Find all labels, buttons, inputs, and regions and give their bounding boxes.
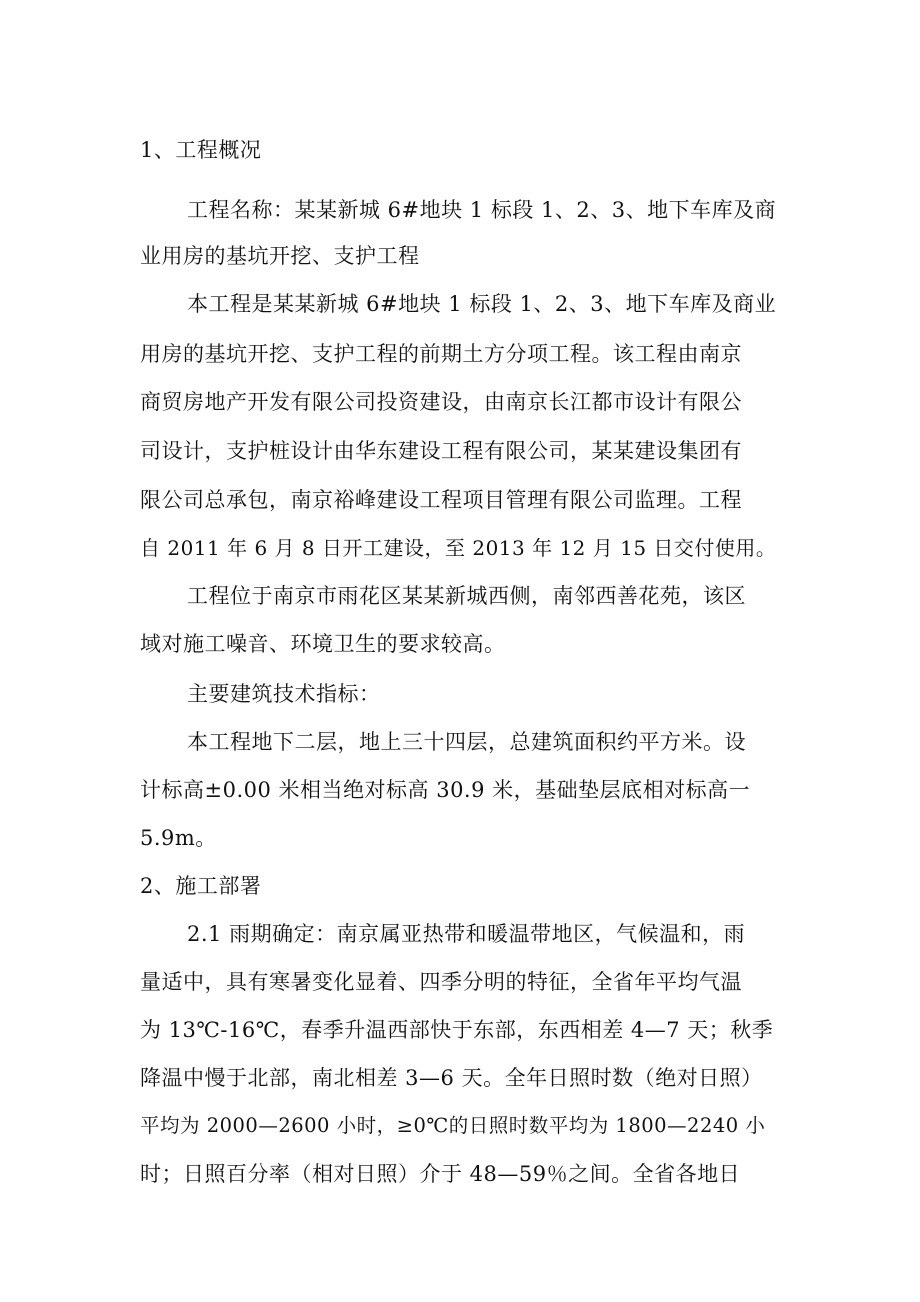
paragraph-line: 为 13℃-16℃，春季升温西部快于东部，东西相差 4—7 天；秋季 bbox=[140, 1018, 774, 1042]
paragraph-line: 量适中，具有寒暑变化显着、四季分明的特征，全省年平均气温 bbox=[140, 970, 742, 994]
paragraph-line: 计标高±0.00 米相当绝对标高 30.9 米，基础垫层底相对标高一 bbox=[140, 778, 751, 802]
paragraph-line: 自 2011 年 6 月 8 日开工建设，至 2013 年 12 月 15 日交付使用。 bbox=[140, 536, 777, 560]
paragraph-line: 5.9m。 bbox=[140, 826, 217, 850]
paragraph-line: 本工程是某某新城 6#地块 1 标段 1、2、3、地下车库及商业 bbox=[187, 292, 777, 316]
section-heading-deployment: 2、施工部署 bbox=[140, 874, 262, 898]
paragraph-line: 本工程地下二层，地上三十四层，总建筑面积约平方米。设 bbox=[187, 730, 746, 754]
paragraph-line: 用房的基坑开挖、支护工程的前期土方分项工程。该工程由南京 bbox=[140, 342, 742, 366]
paragraph-line: 平均为 2000—2600 小时，≥0℃的日照时数平均为 1800—2240 小 bbox=[140, 1114, 766, 1137]
paragraph-line: 降温中慢于北部，南北相差 3—6 天。全年日照时数（绝对日照） bbox=[140, 1066, 763, 1090]
paragraph-line: 工程名称：某某新城 6#地块 1 标段 1、2、3、地下车库及商 bbox=[187, 198, 777, 222]
paragraph-line: 商贸房地产开发有限公司投资建设，由南京长江都市设计有限公 bbox=[140, 390, 742, 414]
paragraph-line: 域对施工噪音、环境卫生的要求较高。 bbox=[140, 632, 506, 656]
section-heading-overview: 1、工程概况 bbox=[140, 138, 262, 162]
paragraph-line: 2.1 雨期确定：南京属亚热带和暖温带地区，气候温和，雨 bbox=[187, 922, 746, 946]
paragraph-line: 限公司总承包，南京裕峰建设工程项目管理有限公司监理。工程 bbox=[140, 488, 742, 512]
paragraph-line: 司设计，支护桩设计由华东建设工程有限公司，某某建设集团有 bbox=[140, 439, 742, 463]
paragraph-line: 时；日照百分率（相对日照）介于 48—59％之间。全省各地日 bbox=[140, 1162, 741, 1186]
paragraph-line: 工程位于南京市雨花区某某新城西侧，南邻西善花苑，该区 bbox=[187, 584, 746, 608]
paragraph-line: 主要建筑技术指标： bbox=[187, 682, 381, 706]
paragraph-line: 业用房的基坑开挖、支护工程 bbox=[140, 244, 420, 268]
